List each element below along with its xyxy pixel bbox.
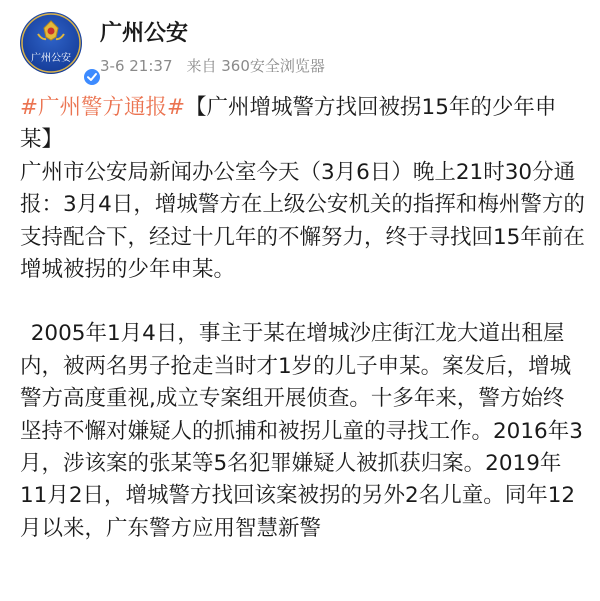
post-title: 【广州增城警方找回被拐15年的少年申某】 — [20, 95, 557, 153]
post-header — [0, 0, 600, 88]
avatar-label: 广州公安 — [31, 53, 71, 64]
post-paragraph: 2005年1月4日，事主于某在增城沙庄街江龙大道出租屋内，被两名男子抢走当时才1岁的儿子申某。案发后，增城警方高度重视,成立专案组开展侦查。十多年来，警方始终坚持不懈对嫌疑人的抓捕和被拐儿童的寻找工作。2016年3月，涉该案的张某等5名犯罪嫌疑人被抓获归案。2019年11月2日，增城警方找回该案被拐的另外2名儿童。同年12月以来，广东警方应用智慧新警 — [20, 321, 583, 541]
verified-badge-icon — [84, 69, 100, 85]
post-source: 来自 360安全浏览器 — [186, 57, 325, 75]
hashtag-link[interactable]: #广州警方通报# — [20, 95, 186, 120]
post-title-line — [20, 92, 585, 157]
verified-badge — [82, 67, 102, 87]
post-body — [20, 92, 585, 545]
post-meta — [100, 55, 325, 76]
post-timestamp: 3-6 21:37 — [100, 57, 173, 75]
account-name[interactable]: 广州公安 — [100, 21, 189, 46]
post-paragraph: 广州市公安局新闻办公室今天（3月6日）晚上21时30分通报：3月4日，增城警方在上级公安机关的指挥和梅州警方的支持配合下，经过十几年的不懈努力，终于寻找回15年前在增城被拐的少年申某。 — [20, 159, 585, 283]
police-badge-icon — [20, 12, 82, 74]
avatar[interactable] — [20, 12, 82, 74]
